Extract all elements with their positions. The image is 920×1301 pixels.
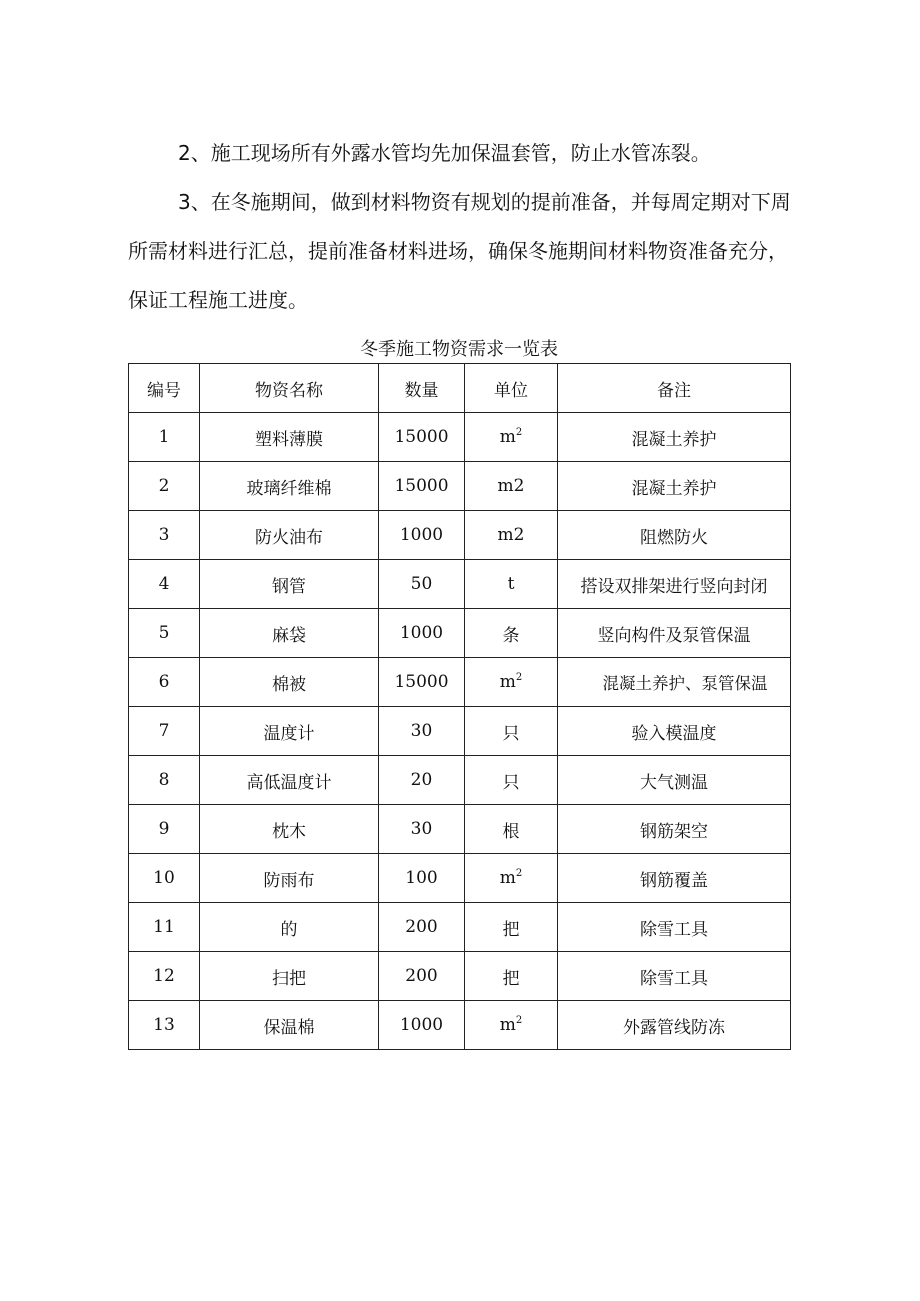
cell-unit <box>465 903 558 952</box>
cell-name: 塑料薄膜 <box>200 413 379 462</box>
cell-unit <box>465 560 558 609</box>
cell-name: 麻袋 <box>200 609 379 658</box>
table-row <box>129 805 791 854</box>
header-note: 备注 <box>558 364 791 413</box>
header-qty: 数量 <box>379 364 465 413</box>
paragraph-3-line-1: 3、在冬施期间，做到材料物资有规划的提前准备，并每周定期对下周 <box>178 190 791 214</box>
cell-qty: 50 <box>379 560 465 609</box>
unit-text: 只 <box>502 772 520 793</box>
cell-note: 钢筋架空 <box>558 805 791 854</box>
cell-no: 11 <box>129 903 200 952</box>
paragraph-3-line-3: 保证工程施工进度。 <box>128 288 308 312</box>
cell-note: 混凝土养护、泵管保温 <box>558 658 791 707</box>
table-row <box>129 1001 791 1050</box>
unit-superscript: 2 <box>515 672 523 683</box>
table-row <box>129 756 791 805</box>
cell-note: 大气测温 <box>558 756 791 805</box>
cell-note: 验入模温度 <box>558 707 791 756</box>
cell-note: 搭设双排架进行竖向封闭 <box>558 560 791 609</box>
unit-text: 根 <box>502 821 520 842</box>
table-row <box>129 609 791 658</box>
cell-unit <box>465 462 558 511</box>
cell-unit <box>465 707 558 756</box>
cell-qty: 1000 <box>379 609 465 658</box>
unit-superscript: 2 <box>515 427 523 438</box>
paragraph-2-line-1: 2、施工现场所有外露水管均先加保温套管，防止水管冻裂。 <box>178 141 711 165</box>
cell-qty: 30 <box>379 707 465 756</box>
unit-text: t <box>507 574 515 594</box>
cell-qty: 30 <box>379 805 465 854</box>
table-row <box>129 854 791 903</box>
cell-unit <box>465 413 558 462</box>
cell-no: 9 <box>129 805 200 854</box>
cell-qty: 15000 <box>379 413 465 462</box>
cell-name: 防火油布 <box>200 511 379 560</box>
cell-no: 12 <box>129 952 200 1001</box>
unit-text: m <box>499 868 516 888</box>
cell-name: 的 <box>200 903 379 952</box>
cell-qty: 1000 <box>379 511 465 560</box>
cell-no: 1 <box>129 413 200 462</box>
table-row <box>129 903 791 952</box>
materials-table <box>128 363 791 1050</box>
unit-text: 把 <box>502 919 520 940</box>
header-no: 编号 <box>129 364 200 413</box>
table-row <box>129 560 791 609</box>
cell-no: 8 <box>129 756 200 805</box>
table-header-row <box>129 364 791 413</box>
cell-qty: 200 <box>379 903 465 952</box>
cell-name: 防雨布 <box>200 854 379 903</box>
table-row <box>129 413 791 462</box>
cell-name: 玻璃纤维棉 <box>200 462 379 511</box>
cell-name: 保温棉 <box>200 1001 379 1050</box>
unit-text: 只 <box>502 723 520 744</box>
cell-qty: 1000 <box>379 1001 465 1050</box>
cell-no: 6 <box>129 658 200 707</box>
table-row <box>129 462 791 511</box>
cell-no: 4 <box>129 560 200 609</box>
unit-text: 把 <box>502 968 520 989</box>
cell-no: 7 <box>129 707 200 756</box>
cell-unit <box>465 854 558 903</box>
cell-unit <box>465 609 558 658</box>
cell-no: 2 <box>129 462 200 511</box>
cell-qty: 15000 <box>379 462 465 511</box>
cell-unit <box>465 756 558 805</box>
unit-text: m2 <box>497 525 525 545</box>
unit-text: m2 <box>497 476 525 496</box>
unit-text: m <box>499 672 516 692</box>
cell-note: 混凝土养护 <box>558 462 791 511</box>
cell-qty: 15000 <box>379 658 465 707</box>
unit-text: 条 <box>502 625 520 646</box>
cell-note: 竖向构件及泵管保温 <box>558 609 791 658</box>
header-unit: 单位 <box>465 364 558 413</box>
cell-name: 钢管 <box>200 560 379 609</box>
paragraph-3-line-2: 所需材料进行汇总，提前准备材料进场，确保冬施期间材料物资准备充分， <box>128 239 788 263</box>
cell-unit <box>465 658 558 707</box>
cell-name: 扫把 <box>200 952 379 1001</box>
unit-superscript: 2 <box>515 1015 523 1026</box>
cell-qty: 100 <box>379 854 465 903</box>
cell-note: 除雪工具 <box>558 903 791 952</box>
cell-no: 10 <box>129 854 200 903</box>
table-row <box>129 511 791 560</box>
cell-note: 外露管线防冻 <box>558 1001 791 1050</box>
cell-no: 13 <box>129 1001 200 1050</box>
cell-unit <box>465 805 558 854</box>
table-row <box>129 707 791 756</box>
unit-superscript: 2 <box>515 868 523 879</box>
cell-name: 温度计 <box>200 707 379 756</box>
cell-unit <box>465 952 558 1001</box>
table-row <box>129 658 791 707</box>
cell-name: 棉被 <box>200 658 379 707</box>
table-row <box>129 952 791 1001</box>
cell-qty: 200 <box>379 952 465 1001</box>
cell-note: 钢筋覆盖 <box>558 854 791 903</box>
unit-text: m <box>499 1015 516 1035</box>
unit-text: m <box>499 427 516 447</box>
cell-qty: 20 <box>379 756 465 805</box>
cell-note: 阻燃防火 <box>558 511 791 560</box>
paragraph-2 <box>128 129 798 178</box>
cell-no: 5 <box>129 609 200 658</box>
cell-name: 枕木 <box>200 805 379 854</box>
cell-note: 除雪工具 <box>558 952 791 1001</box>
cell-no: 3 <box>129 511 200 560</box>
cell-unit <box>465 511 558 560</box>
cell-note: 混凝土养护 <box>558 413 791 462</box>
cell-name: 高低温度计 <box>200 756 379 805</box>
cell-unit <box>465 1001 558 1050</box>
header-name: 物资名称 <box>200 364 379 413</box>
paragraph-3 <box>128 178 798 325</box>
table-caption: 冬季施工物资需求一览表 <box>360 339 558 360</box>
